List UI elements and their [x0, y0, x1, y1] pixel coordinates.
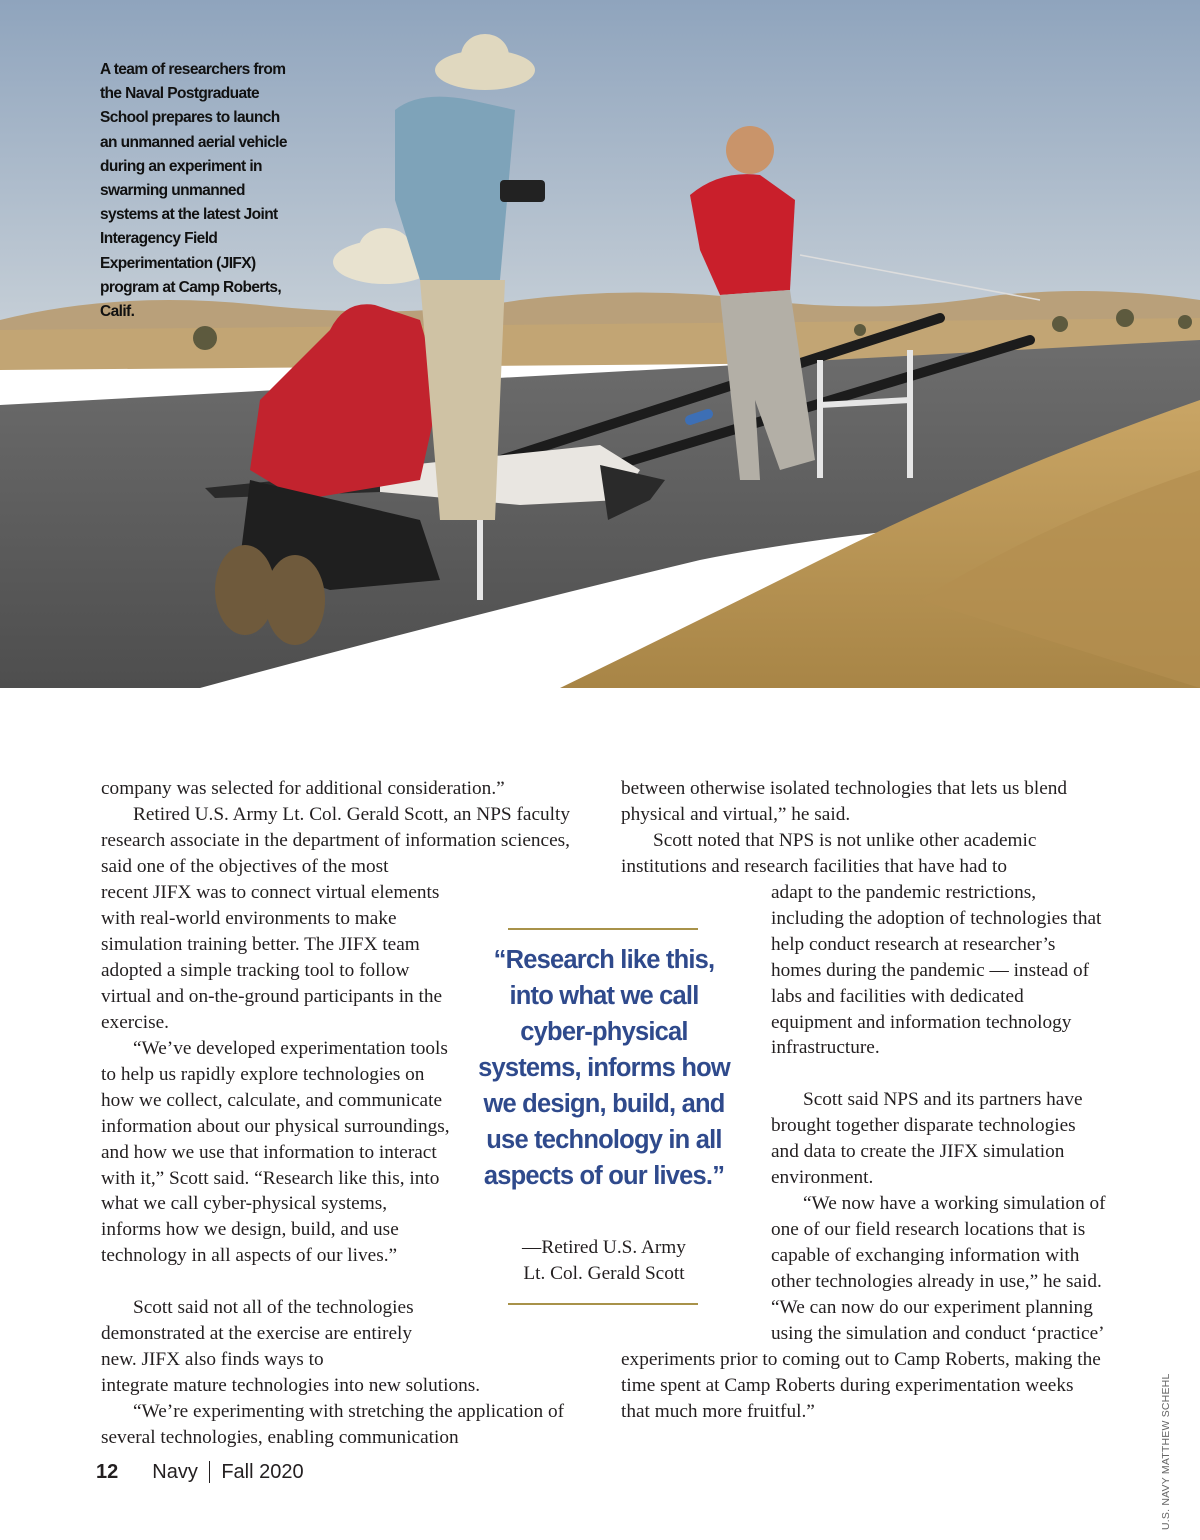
attribution-line-1: —Retired U.S. Army [522, 1237, 686, 1258]
photo-credit-text: U.S. NAVY MATTHEW SCHEHL [1160, 1373, 1172, 1530]
issue-label: Fall 2020 [221, 1461, 304, 1483]
left-para-1: company was selected for additional consideration.” [101, 778, 505, 799]
pull-quote-attribution [478, 1235, 730, 1287]
left-para-6: integrate mature technologies into new solutions. [101, 1375, 481, 1396]
publication-name: Navy [152, 1461, 198, 1483]
right-para-6: experiments prior to coming out to Camp Roberts, making the time spent at Camp Roberts during experimentation weeks that much more fruitful.” [621, 1349, 1101, 1422]
left-para-5: Scott said not all of the technologies demonstrated at the exercise are entirely new. JIFX also finds ways to [101, 1297, 414, 1370]
right-para-1: between otherwise isolated technologies that lets us blend physical and virtual,” he said. [621, 778, 1068, 825]
pull-quote-top-rule [508, 928, 698, 930]
pull-quote-bottom-rule [508, 1303, 698, 1305]
page-number: 12 [96, 1461, 119, 1483]
page-footer [96, 1457, 304, 1487]
article-photo [0, 0, 1200, 688]
photo-caption: A team of researchers from the Naval Postgraduate School prepares to launch an unmanned aerial vehicle during an experiment in swarming unmanned systems at the latest Joint Interagency Field Experimentation (JIFX) program at Camp Roberts, Calif. [100, 61, 287, 321]
right-para-4: Scott said NPS and its partners have brought together disparate technologies and data to create the JIFX simulation environment. [771, 1089, 1083, 1188]
attribution-line-2: Lt. Col. Gerald Scott [523, 1262, 685, 1284]
left-para-2: Retired U.S. Army Lt. Col. Gerald Scott, an NPS faculty research associate in the department of information sciences, said one of the objectives of the most [101, 804, 570, 877]
left-para-7: “We’re experimenting with stretching the application of several technologies, enabling communication [101, 1401, 565, 1448]
right-para-3: adapt to the pandemic restrictions, including the adoption of technologies that help conduct research at researcher’s homes during the pandemic — instead of labs and facilities with dedicated equipment and information technology infrastructure. [771, 882, 1102, 1059]
left-para-3: recent JIFX was to connect virtual elements with real-world environments to make simulation training better. The JIFX team adopted a simple tracking tool to follow virtual and on-the-ground participants in the exercise. [101, 882, 443, 1033]
footer-divider [209, 1461, 211, 1483]
right-para-5: “We now have a working simulation of one of our field research locations that is capable of exchanging information with other technologies already in use,” he said. “We can now do our experiment planning using the simulation and conduct ‘practice’ [771, 1193, 1106, 1344]
photo-credit [1160, 1330, 1174, 1530]
right-para-2: Scott noted that NPS is not unlike other academic institutions and research facilities that have had to [621, 830, 1037, 877]
left-para-4: “We’ve developed experimentation tools to help us rapidly explore technologies on how we collect, calculate, and communicate information about our physical surroundings, and how we use that information to interact with it,” Scott said. “Research like this, into what we call cyber-physical systems, informs how we design, build, and use technology in all aspects of our lives.” [101, 1038, 450, 1267]
pull-quote-text: “Research like this, into what we call cyber-physical systems, informs how we design, build, and use technology in all aspects of our lives.” [478, 946, 730, 1190]
